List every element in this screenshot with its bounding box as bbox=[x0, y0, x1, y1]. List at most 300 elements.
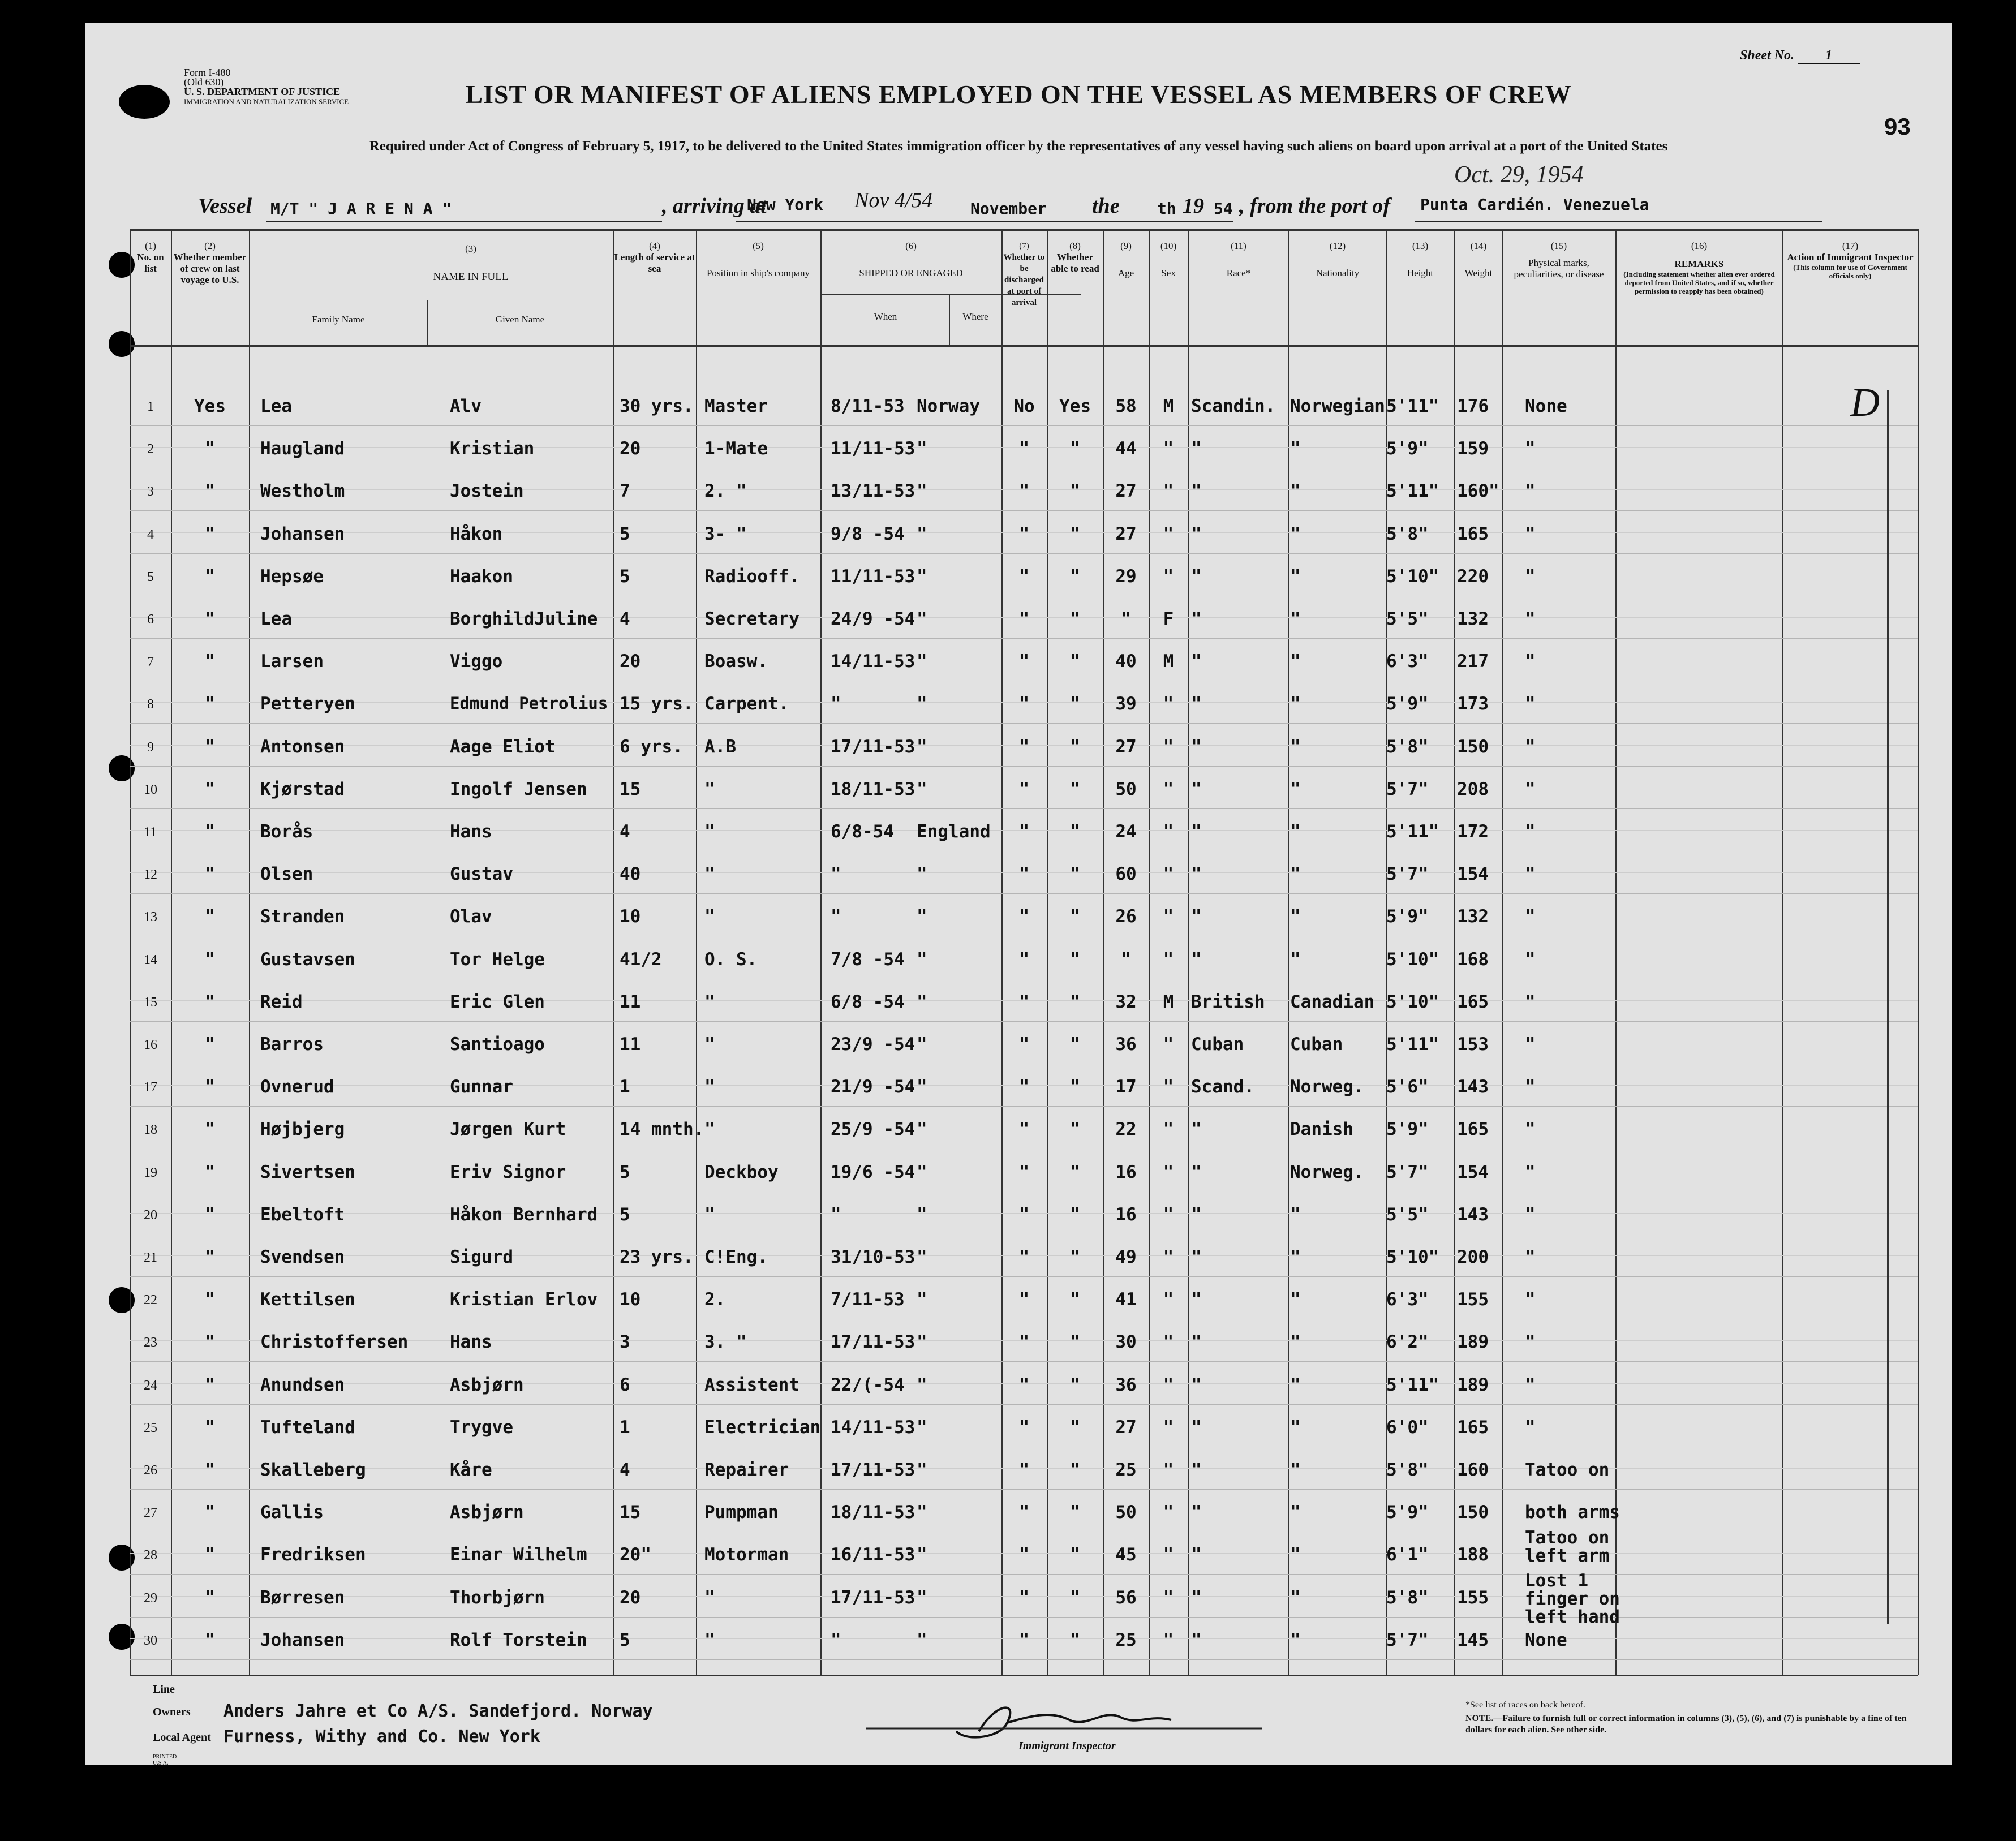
cell-sex: " bbox=[1163, 1374, 1174, 1395]
cell-marks: " bbox=[1525, 821, 1536, 842]
cell-family: Lea bbox=[260, 396, 292, 416]
cell-no: 10 bbox=[144, 782, 157, 797]
cell-where: " bbox=[917, 906, 927, 927]
cell-age: 16 bbox=[1115, 1204, 1137, 1225]
cell-given: Santioago bbox=[450, 1034, 545, 1055]
cell-race: British bbox=[1191, 991, 1265, 1012]
cell-disch: " bbox=[1018, 1119, 1030, 1140]
cell-position: A.B bbox=[704, 736, 736, 757]
cell-family: Svendsen bbox=[260, 1247, 345, 1267]
cell-nat: " bbox=[1290, 1545, 1301, 1565]
cell-prev: Yes bbox=[194, 396, 226, 416]
cell-age: 45 bbox=[1115, 1545, 1137, 1565]
header-name: (3) NAME IN FULL bbox=[433, 243, 509, 283]
cell-position: " bbox=[704, 1629, 715, 1650]
cell-sex: " bbox=[1163, 1545, 1174, 1565]
cell-prev: " bbox=[204, 694, 216, 715]
cell-disch: " bbox=[1018, 1162, 1030, 1182]
cell-sex: " bbox=[1163, 821, 1174, 842]
cell-weight: 208 bbox=[1457, 778, 1489, 799]
cell-when: 6/8 -54 bbox=[831, 991, 905, 1012]
cell-given: Håkon bbox=[450, 523, 503, 544]
cell-read: " bbox=[1069, 438, 1081, 459]
cell-marks: " bbox=[1525, 651, 1536, 672]
cell-age: 17 bbox=[1115, 1077, 1137, 1098]
cell-disch: " bbox=[1018, 1247, 1030, 1267]
cell-read: " bbox=[1069, 949, 1081, 970]
cell-disch: " bbox=[1018, 1587, 1030, 1608]
cell-where: " bbox=[917, 438, 927, 459]
cell-no: 20 bbox=[144, 1207, 157, 1223]
arrival-underline bbox=[736, 221, 1233, 222]
cell-marks: " bbox=[1525, 481, 1536, 502]
cell-service: 23 yrs. bbox=[620, 1247, 694, 1267]
cell-prev: " bbox=[204, 864, 216, 885]
cell-no: 6 bbox=[147, 612, 154, 627]
agent-label: Local Agent bbox=[153, 1731, 211, 1744]
cell-age: 56 bbox=[1115, 1587, 1137, 1608]
cell-marks: None bbox=[1525, 1629, 1567, 1650]
cell-service: 7 bbox=[620, 481, 630, 502]
cell-when: 18/11-53 bbox=[831, 1502, 915, 1523]
cell-given: Edmund Petrolius bbox=[450, 694, 608, 713]
cell-when: 7/8 -54 bbox=[831, 949, 905, 970]
cell-read: " bbox=[1069, 566, 1081, 587]
cell-nat: " bbox=[1290, 906, 1301, 927]
cell-read: " bbox=[1069, 1587, 1081, 1608]
cell-position: Carpent. bbox=[704, 694, 789, 715]
cell-marks: " bbox=[1525, 1162, 1536, 1182]
cell-when: 17/11-53 bbox=[831, 1332, 915, 1353]
cell-nat: " bbox=[1290, 694, 1301, 715]
cell-marks: " bbox=[1525, 566, 1536, 587]
cell-prev: " bbox=[204, 481, 216, 502]
cell-disch: " bbox=[1018, 1204, 1030, 1225]
cell-given: Asbjørn bbox=[450, 1374, 524, 1395]
cell-height: 5'5" bbox=[1386, 609, 1429, 629]
cell-given: BorghildJuline bbox=[450, 609, 598, 629]
cell-family: Hepsøe bbox=[260, 566, 324, 587]
cell-position: Assistent bbox=[704, 1374, 799, 1395]
cell-read: " bbox=[1069, 1502, 1081, 1523]
cell-race: " bbox=[1191, 864, 1202, 885]
table-top-border bbox=[130, 229, 1918, 231]
row-rule bbox=[130, 553, 1918, 554]
col-border bbox=[1782, 229, 1783, 1675]
row-rule bbox=[130, 1574, 1918, 1575]
header-weight: (14) Weight bbox=[1464, 240, 1493, 278]
cell-weight: 217 bbox=[1457, 651, 1489, 672]
cell-position: C!Eng. bbox=[704, 1247, 768, 1267]
cell-family: Ovnerud bbox=[260, 1077, 334, 1098]
cell-height: 5'9" bbox=[1386, 1502, 1429, 1523]
col-border bbox=[1615, 229, 1617, 1675]
cell-where: " bbox=[917, 1629, 927, 1650]
row-rule bbox=[130, 1361, 1918, 1362]
cell-disch: No bbox=[1013, 396, 1035, 416]
cell-given: Eriv Signor bbox=[450, 1162, 566, 1182]
cell-height: 5'11" bbox=[1386, 1374, 1439, 1395]
cell-where: " bbox=[917, 1034, 927, 1055]
cell-where: " bbox=[917, 481, 927, 502]
cell-given: Asbjørn bbox=[450, 1502, 524, 1523]
cell-nat: " bbox=[1290, 1247, 1301, 1267]
cell-sex: F bbox=[1163, 609, 1174, 629]
cell-marks: " bbox=[1525, 1247, 1536, 1267]
cell-height: 5'7" bbox=[1386, 1162, 1429, 1182]
cell-family: Kettilsen bbox=[260, 1289, 355, 1310]
cell-weight: 173 bbox=[1457, 694, 1489, 715]
header-age: (9) Age bbox=[1117, 240, 1134, 278]
header-height: (13) Height bbox=[1407, 240, 1434, 278]
row-rule bbox=[130, 510, 1918, 511]
cell-family: Westholm bbox=[260, 481, 345, 502]
header-bottom-border bbox=[130, 345, 1918, 347]
row-rule bbox=[130, 766, 1918, 767]
row-rule bbox=[130, 1276, 1918, 1277]
cell-age: 49 bbox=[1115, 1247, 1137, 1267]
manifest-title: LIST OR MANIFEST OF ALIENS EMPLOYED ON THE VESSEL AS MEMBERS OF CREW bbox=[465, 80, 1572, 109]
cell-race: " bbox=[1191, 609, 1202, 629]
cell-age: 60 bbox=[1115, 864, 1137, 885]
row-rule bbox=[130, 1404, 1918, 1405]
header-no: (1) No. on list bbox=[137, 240, 164, 274]
col-border bbox=[1918, 229, 1919, 1675]
header-marks: (15) Physical marks, peculiarities, or disease bbox=[1514, 240, 1604, 279]
cell-height: 5'8" bbox=[1386, 1460, 1429, 1480]
cell-marks: " bbox=[1525, 1374, 1536, 1395]
cell-where: " bbox=[917, 1374, 927, 1395]
cell-marks: None bbox=[1525, 396, 1567, 416]
col-border bbox=[1502, 229, 1503, 1675]
cell-when: 14/11-53 bbox=[831, 651, 915, 672]
row-rule bbox=[130, 1659, 1918, 1660]
cell-height: 6'2" bbox=[1386, 1332, 1429, 1353]
cell-age: 27 bbox=[1115, 1417, 1137, 1438]
cell-service: 4 bbox=[620, 609, 630, 629]
cell-position: " bbox=[704, 778, 715, 799]
cell-prev: " bbox=[204, 438, 216, 459]
cell-race: " bbox=[1191, 821, 1202, 842]
cell-prev: " bbox=[204, 778, 216, 799]
cell-family: Antonsen bbox=[260, 736, 345, 757]
cell-where: " bbox=[917, 1247, 927, 1267]
cell-height: 6'0" bbox=[1386, 1417, 1429, 1438]
cell-prev: " bbox=[204, 1034, 216, 1055]
cell-given: Olav bbox=[450, 906, 492, 927]
header-position: (5) Position in ship's company bbox=[706, 240, 810, 278]
handwritten-arrival: Nov 4/54 bbox=[854, 188, 933, 212]
cell-read: " bbox=[1069, 1289, 1081, 1310]
cell-weight: 189 bbox=[1457, 1332, 1489, 1353]
col-border bbox=[820, 229, 822, 1675]
cell-service: 40 bbox=[620, 864, 641, 885]
cell-height: 5'9" bbox=[1386, 694, 1429, 715]
cell-marks: " bbox=[1525, 609, 1536, 629]
cell-given: Aage Eliot bbox=[450, 736, 556, 757]
row-rule bbox=[130, 1489, 1918, 1490]
cell-nat: " bbox=[1290, 949, 1301, 970]
cell-position: 1-Mate bbox=[704, 438, 768, 459]
cell-when: " bbox=[831, 694, 841, 715]
cell-nat: Cuban bbox=[1290, 1034, 1343, 1055]
cell-family: Tufteland bbox=[260, 1417, 355, 1438]
from-label: , from the port of bbox=[1239, 194, 1391, 218]
cell-nat: " bbox=[1290, 1460, 1301, 1480]
cell-where: " bbox=[917, 1077, 927, 1098]
cell-race: " bbox=[1191, 1502, 1202, 1523]
cell-weight: 150 bbox=[1457, 1502, 1489, 1523]
year-prefix: 19 bbox=[1183, 194, 1204, 218]
cell-race: " bbox=[1191, 736, 1202, 757]
cell-race: " bbox=[1191, 1545, 1202, 1565]
cell-sex: M bbox=[1163, 991, 1174, 1012]
cell-no: 1 bbox=[147, 399, 154, 414]
cell-service: 10 bbox=[620, 906, 641, 927]
cell-read: " bbox=[1069, 1417, 1081, 1438]
cell-nat: " bbox=[1290, 523, 1301, 544]
cell-sex: " bbox=[1163, 481, 1174, 502]
cell-no: 8 bbox=[147, 697, 154, 712]
cell-sex: " bbox=[1163, 1162, 1174, 1182]
cell-nat: " bbox=[1290, 1374, 1301, 1395]
cell-nat: " bbox=[1290, 609, 1301, 629]
cell-no: 3 bbox=[147, 484, 154, 500]
cell-weight: 172 bbox=[1457, 821, 1489, 842]
cell-when: 18/11-53 bbox=[831, 778, 915, 799]
year-value: 54 bbox=[1214, 199, 1233, 218]
cell-position: Boasw. bbox=[704, 651, 768, 672]
cell-weight: 132 bbox=[1457, 906, 1489, 927]
cell-race: " bbox=[1191, 523, 1202, 544]
cell-given: Ingolf Jensen bbox=[450, 778, 587, 799]
cell-weight: 154 bbox=[1457, 1162, 1489, 1182]
cell-position: 2. bbox=[704, 1289, 726, 1310]
cell-marks: " bbox=[1525, 694, 1536, 715]
vessel-label: Vessel bbox=[198, 194, 252, 218]
cell-prev: " bbox=[204, 1587, 216, 1608]
cell-service: 15 yrs. bbox=[620, 694, 694, 715]
cell-no: 4 bbox=[147, 527, 154, 542]
cell-prev: " bbox=[204, 1077, 216, 1098]
cell-when: 17/11-53 bbox=[831, 736, 915, 757]
cell-age: 40 bbox=[1115, 651, 1137, 672]
cell-no: 29 bbox=[144, 1590, 157, 1606]
cell-position: " bbox=[704, 1077, 715, 1098]
cell-given: Eric Glen bbox=[450, 991, 545, 1012]
cell-family: Christoffersen bbox=[260, 1332, 409, 1353]
cell-disch: " bbox=[1018, 949, 1030, 970]
cell-weight: 160 bbox=[1457, 1460, 1489, 1480]
cell-given: Kåre bbox=[450, 1460, 492, 1480]
cell-height: 5'11" bbox=[1386, 481, 1439, 502]
cell-when: 9/8 -54 bbox=[831, 523, 905, 544]
cell-weight: 154 bbox=[1457, 864, 1489, 885]
cell-service: 1 bbox=[620, 1417, 630, 1438]
cell-read: " bbox=[1069, 1034, 1081, 1055]
cell-read: " bbox=[1069, 1374, 1081, 1395]
cell-position: Repairer bbox=[704, 1460, 789, 1480]
cell-race: " bbox=[1191, 1460, 1202, 1480]
cell-read: " bbox=[1069, 609, 1081, 629]
cell-age: 24 bbox=[1115, 821, 1137, 842]
cell-read: " bbox=[1069, 1247, 1081, 1267]
cell-position: Electrician bbox=[704, 1417, 821, 1438]
cell-no: 18 bbox=[144, 1122, 157, 1138]
cell-weight: 188 bbox=[1457, 1545, 1489, 1565]
from-port-value: Punta Cardién. Venezuela bbox=[1420, 195, 1649, 214]
cell-race: " bbox=[1191, 1374, 1202, 1395]
cell-when: 16/11-53 bbox=[831, 1545, 915, 1565]
cell-sex: " bbox=[1163, 949, 1174, 970]
cell-service: 3 bbox=[620, 1332, 630, 1353]
cell-given: Kristian Erlov bbox=[450, 1289, 598, 1310]
cell-family: Borås bbox=[260, 821, 313, 842]
cell-disch: " bbox=[1018, 1374, 1030, 1395]
cell-family: Olsen bbox=[260, 864, 313, 885]
cell-age: 30 bbox=[1115, 1332, 1137, 1353]
header-where: Where bbox=[962, 311, 988, 322]
cell-weight: 200 bbox=[1457, 1247, 1489, 1267]
cell-given: Tor Helge bbox=[450, 949, 545, 970]
cell-position: 3- " bbox=[704, 523, 747, 544]
cell-weight: 160" bbox=[1457, 481, 1499, 502]
cell-no: 14 bbox=[144, 952, 157, 967]
cell-prev: " bbox=[204, 991, 216, 1012]
cell-read: " bbox=[1069, 1162, 1081, 1182]
arriving-label: , arriving at bbox=[662, 194, 767, 218]
cell-where: " bbox=[917, 523, 927, 544]
cell-position: Master bbox=[704, 396, 768, 416]
inspector-mark: D bbox=[1850, 380, 1880, 425]
cell-age: 36 bbox=[1115, 1034, 1137, 1055]
cell-prev: " bbox=[204, 1629, 216, 1650]
cell-nat: " bbox=[1290, 1417, 1301, 1438]
cell-service: 4 bbox=[620, 821, 630, 842]
cell-where: England bbox=[917, 821, 991, 842]
cell-when: 21/9 -54 bbox=[831, 1077, 915, 1098]
cell-sex: " bbox=[1163, 1247, 1174, 1267]
handwritten-date: Oct. 29, 1954 bbox=[1454, 162, 1584, 188]
cell-race: " bbox=[1191, 1204, 1202, 1225]
cell-marks: " bbox=[1525, 523, 1536, 544]
cell-read: " bbox=[1069, 864, 1081, 885]
cell-given: Trygve bbox=[450, 1417, 513, 1438]
cell-service: 6 yrs. bbox=[620, 736, 683, 757]
cell-given: Thorbjørn bbox=[450, 1587, 545, 1608]
cell-race: " bbox=[1191, 1289, 1202, 1310]
cell-when: 31/10-53 bbox=[831, 1247, 915, 1267]
cell-sex: " bbox=[1163, 438, 1174, 459]
cell-sex: " bbox=[1163, 566, 1174, 587]
cell-marks: " bbox=[1525, 906, 1536, 927]
cell-nat: " bbox=[1290, 1587, 1301, 1608]
cell-marks: " bbox=[1525, 736, 1536, 757]
cell-no: 24 bbox=[144, 1378, 157, 1393]
cell-marks: " bbox=[1525, 438, 1536, 459]
cell-age: 36 bbox=[1115, 1374, 1137, 1395]
cell-sex: M bbox=[1163, 396, 1174, 416]
cell-no: 27 bbox=[144, 1506, 157, 1521]
cell-family: Johansen bbox=[260, 523, 345, 544]
row-rule bbox=[130, 1617, 1918, 1618]
header-discharged: (7) Whether to be discharged at port of arrival bbox=[1003, 242, 1045, 307]
cell-disch: " bbox=[1018, 864, 1030, 885]
cell-nat: " bbox=[1290, 821, 1301, 842]
cell-height: 5'7" bbox=[1386, 1629, 1429, 1650]
cell-no: 9 bbox=[147, 739, 154, 755]
col-border bbox=[249, 229, 250, 1675]
cell-weight: 150 bbox=[1457, 736, 1489, 757]
cell-prev: " bbox=[204, 736, 216, 757]
cell-age: 44 bbox=[1115, 438, 1137, 459]
cell-given: Einar Wilhelm bbox=[450, 1545, 587, 1565]
cell-sex: M bbox=[1163, 651, 1174, 672]
cell-disch: " bbox=[1018, 1077, 1030, 1098]
port-value: New York bbox=[747, 195, 823, 214]
cell-sex: " bbox=[1163, 1332, 1174, 1353]
cell-weight: 165 bbox=[1457, 1119, 1489, 1140]
cell-sex: " bbox=[1163, 1289, 1174, 1310]
cell-age: " bbox=[1120, 609, 1132, 629]
cell-prev: " bbox=[204, 523, 216, 544]
cell-marks: " bbox=[1525, 1034, 1536, 1055]
cell-read: " bbox=[1069, 778, 1081, 799]
cell-nat: " bbox=[1290, 438, 1301, 459]
cell-age: 26 bbox=[1115, 906, 1137, 927]
cell-sex: " bbox=[1163, 736, 1174, 757]
cell-disch: " bbox=[1018, 906, 1030, 927]
cell-age: " bbox=[1120, 949, 1132, 970]
cell-disch: " bbox=[1018, 778, 1030, 799]
cell-when: " bbox=[831, 906, 841, 927]
cell-marks: " bbox=[1525, 1077, 1536, 1098]
cell-service: 11 bbox=[620, 1034, 641, 1055]
cell-race: " bbox=[1191, 651, 1202, 672]
cell-no: 21 bbox=[144, 1250, 157, 1265]
cell-where: " bbox=[917, 949, 927, 970]
header-family: Family Name bbox=[312, 314, 365, 325]
cell-no: 30 bbox=[144, 1633, 157, 1648]
cell-family: Sivertsen bbox=[260, 1162, 355, 1182]
cell-prev: " bbox=[204, 609, 216, 629]
header-inspector: (17) Action of Immigrant Inspector (This column for use of Government officials only) bbox=[1787, 240, 1914, 280]
cell-height: 5'8" bbox=[1386, 736, 1429, 757]
cell-height: 5'10" bbox=[1386, 991, 1439, 1012]
cell-sex: " bbox=[1163, 1077, 1174, 1098]
cell-service: 6 bbox=[620, 1374, 630, 1395]
cell-position: Deckboy bbox=[704, 1162, 779, 1182]
cell-height: 5'10" bbox=[1386, 1247, 1439, 1267]
cell-race: " bbox=[1191, 906, 1202, 927]
cell-when: 24/9 -54 bbox=[831, 609, 915, 629]
cell-sex: " bbox=[1163, 1034, 1174, 1055]
owners-value: Anders Jahre et Co A/S. Sandefjord. Norway bbox=[223, 1701, 653, 1721]
cell-where: " bbox=[917, 694, 927, 715]
sheet-number-label: Sheet No. 1 bbox=[1740, 48, 1860, 64]
cell-race: " bbox=[1191, 566, 1202, 587]
cell-read: " bbox=[1069, 481, 1081, 502]
cell-when: 22/(-54 bbox=[831, 1374, 905, 1395]
col-border bbox=[1454, 229, 1455, 1675]
cell-no: 2 bbox=[147, 442, 154, 457]
cell-no: 15 bbox=[144, 995, 157, 1010]
cell-marks: " bbox=[1525, 1204, 1536, 1225]
cell-no: 12 bbox=[144, 867, 157, 883]
cell-when: " bbox=[831, 864, 841, 885]
cell-race: " bbox=[1191, 1162, 1202, 1182]
cell-height: 5'8" bbox=[1386, 523, 1429, 544]
